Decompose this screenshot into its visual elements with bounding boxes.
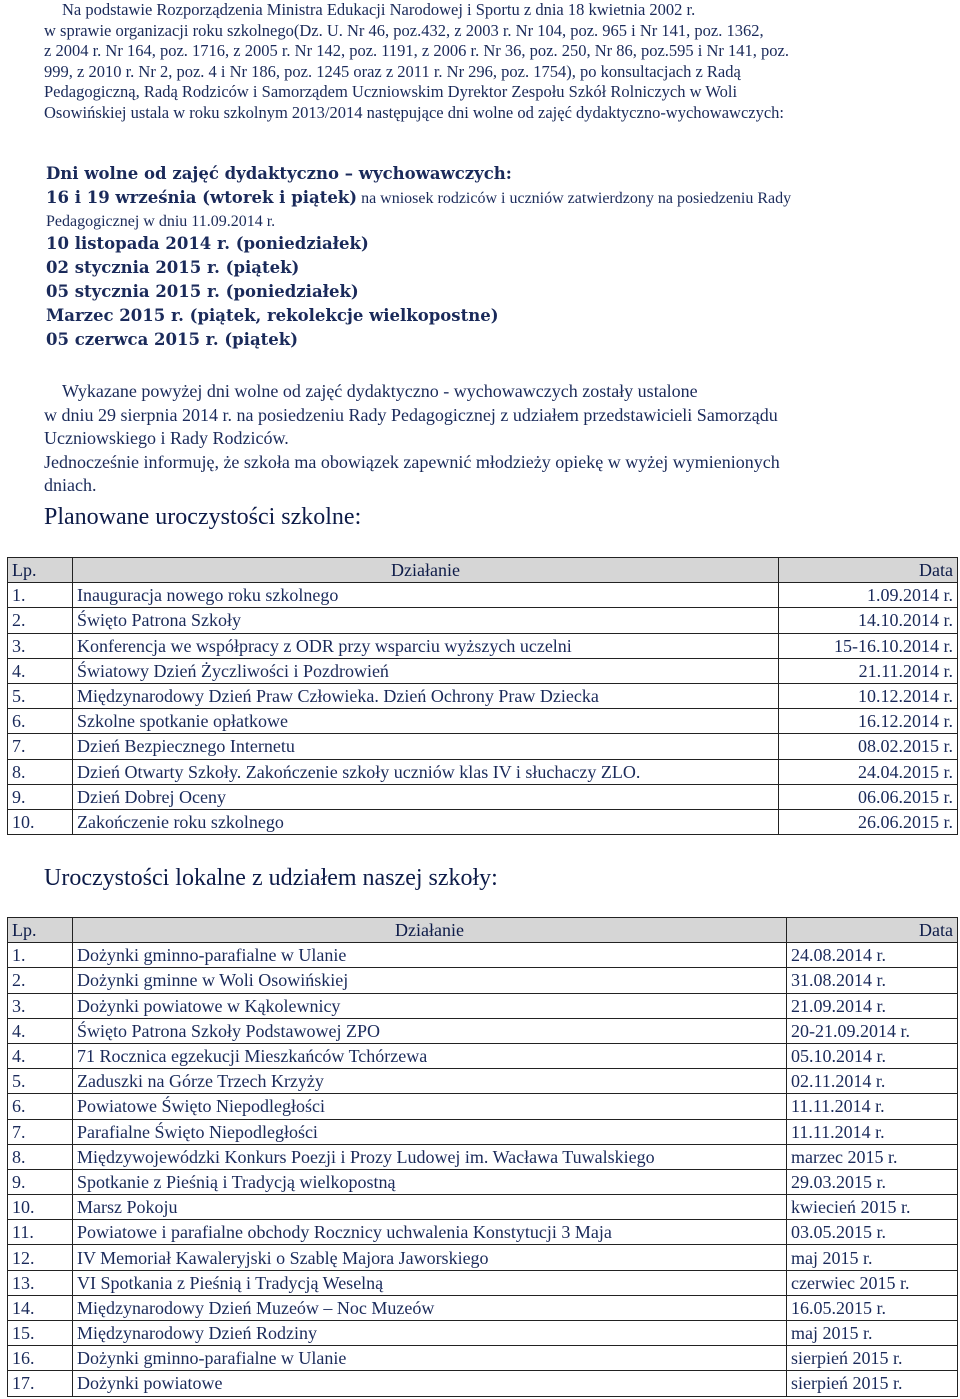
cell-lp: 12. <box>8 1245 73 1270</box>
cell-date: 02.11.2014 r. <box>787 1069 958 1094</box>
table-row <box>8 658 958 683</box>
cell-date: 21.09.2014 r. <box>787 993 958 1018</box>
cell-lp: 8. <box>8 1144 73 1169</box>
cell-action: Dożynki gminno-parafialne w Ulanie <box>73 943 787 968</box>
table-row <box>8 993 958 1018</box>
cell-lp: 16. <box>8 1346 73 1371</box>
day-off-item: 05 czerwca 2015 r. (piątek) <box>46 330 298 349</box>
cell-date: 21.11.2014 r. <box>779 658 958 683</box>
table-row <box>8 709 958 734</box>
cell-lp: 10. <box>8 809 73 834</box>
cell-lp: 9. <box>8 1169 73 1194</box>
cell-lp: 9. <box>8 784 73 809</box>
cell-date: 10.12.2014 r. <box>779 683 958 708</box>
cell-action: Międzywojewódzki Konkurs Poezji i Prozy Ludowej im. Wacława Tuwalskiego <box>73 1144 787 1169</box>
closing-line: w dniu 29 sierpnia 2014 r. na posiedzeniu Rady Pedagogicznej z udziałem przedstawicieli Samorządu <box>44 404 778 425</box>
table-row <box>8 1371 958 1396</box>
cell-lp: 1. <box>8 583 73 608</box>
days-off-heading: Dni wolne od zajęć dydaktyczno – wychowawczych: <box>46 164 512 183</box>
cell-action: Święto Patrona Szkoły Podstawowej ZPO <box>73 1018 787 1043</box>
closing-paragraph <box>44 380 924 498</box>
table-row <box>8 1270 958 1295</box>
cell-lp: 15. <box>8 1321 73 1346</box>
table-row <box>8 583 958 608</box>
intro-line: Na podstawie Rozporządzenia Ministra Edukacji Narodowej i Sportu z dnia 18 kwietnia 2002 r. <box>62 0 696 19</box>
table-row <box>8 1094 958 1119</box>
cell-action: Parafialne Święto Niepodległości <box>73 1119 787 1144</box>
header-date: Data <box>787 918 958 943</box>
table-row <box>8 809 958 834</box>
cell-action: Dzień Otwarty Szkoły. Zakończenie szkoły uczniów klas IV i słuchaczy ZLO. <box>73 759 779 784</box>
day-off-note: na wniosek rodziców i uczniów zatwierdzony na posiedzeniu Rady <box>357 190 792 207</box>
cell-lp: 11. <box>8 1220 73 1245</box>
intro-line: 999, z 2010 r. Nr 2, poz. 4 i Nr 186, poz. 1245 oraz z 2011 r. Nr 296, poz. 1754), po konsultacjach z Radą <box>44 61 741 81</box>
table-row <box>8 1119 958 1144</box>
cell-date: maj 2015 r. <box>787 1245 958 1270</box>
header-date: Data <box>779 558 958 583</box>
header-action: Działanie <box>73 918 787 943</box>
cell-date: maj 2015 r. <box>787 1321 958 1346</box>
cell-lp: 4. <box>8 1043 73 1068</box>
table-header-row <box>8 558 958 583</box>
cell-action: Światowy Dzień Życzliwości i Pozdrowień <box>73 658 779 683</box>
cell-lp: 8. <box>8 759 73 784</box>
table-row <box>8 734 958 759</box>
cell-lp: 2. <box>8 608 73 633</box>
table-row <box>8 1295 958 1320</box>
cell-action: Święto Patrona Szkoły <box>73 608 779 633</box>
cell-date: 15-16.10.2014 r. <box>779 633 958 658</box>
cell-lp: 14. <box>8 1295 73 1320</box>
cell-date: 11.11.2014 r. <box>787 1094 958 1119</box>
table-row <box>8 759 958 784</box>
cell-action: Dzień Dobrej Oceny <box>73 784 779 809</box>
cell-lp: 3. <box>8 993 73 1018</box>
table-row <box>8 1195 958 1220</box>
cell-date: marzec 2015 r. <box>787 1144 958 1169</box>
header-lp: Lp. <box>8 918 73 943</box>
cell-action: Spotkanie z Pieśnią i Tradycją wielkopostną <box>73 1169 787 1194</box>
cell-date: 14.10.2014 r. <box>779 608 958 633</box>
cell-action: Konferencja we współpracy z ODR przy wsparciu wyższych uczelni <box>73 633 779 658</box>
table-row <box>8 784 958 809</box>
day-off-item: 02 stycznia 2015 r. (piątek) <box>46 258 300 277</box>
cell-lp: 5. <box>8 683 73 708</box>
intro-line: Pedagogiczną, Radą Rodziców i Samorządem Uczniowskim Dyrektor Zespołu Szkół Rolniczych w Woli <box>44 82 738 101</box>
cell-lp: 3. <box>8 633 73 658</box>
table-row <box>8 608 958 633</box>
table-row <box>8 1169 958 1194</box>
day-off-item: Marzec 2015 r. (piątek, rekolekcje wielkopostne) <box>46 306 499 325</box>
cell-date: 1.09.2014 r. <box>779 583 958 608</box>
closing-line: dniach. <box>44 475 97 495</box>
table-row <box>8 1245 958 1270</box>
cell-lp: 2. <box>8 968 73 993</box>
day-off-item: 10 listopada 2014 r. (poniedziałek) <box>46 234 369 253</box>
table-row <box>8 683 958 708</box>
cell-action: Powiatowe i parafialne obchody Rocznicy uchwalenia Konstytucji 3 Maja <box>73 1220 787 1245</box>
cell-action: Szkolne spotkanie opłatkowe <box>73 709 779 734</box>
table-header-row <box>8 918 958 943</box>
cell-action: Zaduszki na Górze Trzech Krzyży <box>73 1069 787 1094</box>
school-events-table <box>7 557 958 835</box>
cell-date: 03.05.2015 r. <box>787 1220 958 1245</box>
cell-action: Międzynarodowy Dzień Rodziny <box>73 1321 787 1346</box>
cell-date: sierpień 2015 r. <box>787 1346 958 1371</box>
section-title-local-events: Uroczystości lokalne z udziałem naszej szkoły: <box>44 865 498 891</box>
cell-action: IV Memoriał Kawaleryjski o Szablę Majora Jaworskiego <box>73 1245 787 1270</box>
cell-lp: 7. <box>8 1119 73 1144</box>
intro-line: z 2004 r. Nr 164, poz. 1716, z 2005 r. Nr 142, poz. 1191, z 2006 r. Nr 36, poz. 250, Nr 86, poz.595 i Nr 141, poz. <box>44 41 789 60</box>
cell-date: 05.10.2014 r. <box>787 1043 958 1068</box>
cell-date: 08.02.2015 r. <box>779 734 958 759</box>
cell-lp: 7. <box>8 734 73 759</box>
table-row <box>8 1346 958 1371</box>
cell-lp: 4. <box>8 1018 73 1043</box>
cell-action: Międzynarodowy Dzień Muzeów – Noc Muzeów <box>73 1295 787 1320</box>
cell-action: Inauguracja nowego roku szkolnego <box>73 583 779 608</box>
table-row <box>8 968 958 993</box>
local-events-table <box>7 917 958 1397</box>
cell-action: Dożynki gminno-parafialne w Ulanie <box>73 1346 787 1371</box>
cell-action: 71 Rocznica egzekucji Mieszkańców Tchórzewa <box>73 1043 787 1068</box>
table-row <box>8 1321 958 1346</box>
closing-line: Uczniowskiego i Rady Rodziców. <box>44 428 289 448</box>
cell-lp: 13. <box>8 1270 73 1295</box>
cell-date: kwiecień 2015 r. <box>787 1195 958 1220</box>
table-row <box>8 1018 958 1043</box>
cell-date: 20-21.09.2014 r. <box>787 1018 958 1043</box>
table-row <box>8 1069 958 1094</box>
intro-line: Osowińskiej ustala w roku szkolnym 2013/2014 następujące dni wolne od zajęć dydaktyczno-wychowawczych: <box>44 102 785 122</box>
cell-date: 24.04.2015 r. <box>779 759 958 784</box>
cell-date: 29.03.2015 r. <box>787 1169 958 1194</box>
closing-line: Jednocześnie informuję, że szkoła ma obowiązek zapewnić młodzieży opiekę w wyżej wymienionych <box>44 451 780 472</box>
cell-action: Dożynki powiatowe <box>73 1371 787 1396</box>
cell-lp: 6. <box>8 709 73 734</box>
day-off-item: 05 stycznia 2015 r. (poniedziałek) <box>46 282 359 301</box>
cell-action: Marsz Pokoju <box>73 1195 787 1220</box>
header-action: Działanie <box>73 558 779 583</box>
cell-action: Powiatowe Święto Niepodległości <box>73 1094 787 1119</box>
cell-date: sierpień 2015 r. <box>787 1371 958 1396</box>
table-row <box>8 1144 958 1169</box>
table-row <box>8 1043 958 1068</box>
days-off-list <box>46 162 916 352</box>
cell-lp: 6. <box>8 1094 73 1119</box>
cell-date: czerwiec 2015 r. <box>787 1270 958 1295</box>
cell-date: 26.06.2015 r. <box>779 809 958 834</box>
cell-action: Międzynarodowy Dzień Praw Człowieka. Dzień Ochrony Praw Dziecka <box>73 683 779 708</box>
cell-lp: 5. <box>8 1069 73 1094</box>
closing-line: Wykazane powyżej dni wolne od zajęć dydaktyczno - wychowawczych zostały ustalone <box>62 381 698 401</box>
cell-date: 06.06.2015 r. <box>779 784 958 809</box>
cell-date: 24.08.2014 r. <box>787 943 958 968</box>
table-row <box>8 633 958 658</box>
cell-date: 11.11.2014 r. <box>787 1119 958 1144</box>
intro-line: w sprawie organizacji roku szkolnego(Dz. U. Nr 46, poz.432, z 2003 r. Nr 104, poz. 965 i Nr 141, poz. 1362, <box>44 20 764 40</box>
day-off-item: 16 i 19 września (wtorek i piątek) <box>46 188 358 207</box>
intro-paragraph <box>44 0 920 123</box>
cell-date: 16.05.2015 r. <box>787 1295 958 1320</box>
cell-action: Zakończenie roku szkolnego <box>73 809 779 834</box>
cell-action: Dożynki powiatowe w Kąkolewnicy <box>73 993 787 1018</box>
table-row <box>8 1220 958 1245</box>
cell-lp: 10. <box>8 1195 73 1220</box>
cell-lp: 4. <box>8 658 73 683</box>
cell-action: Dożynki gminne w Woli Osowińskiej <box>73 968 787 993</box>
cell-lp: 17. <box>8 1371 73 1396</box>
day-off-note: Pedagogicznej w dniu 11.09.2014 r. <box>46 213 276 230</box>
cell-lp: 1. <box>8 943 73 968</box>
cell-date: 31.08.2014 r. <box>787 968 958 993</box>
header-lp: Lp. <box>8 558 73 583</box>
section-title-school-events: Planowane uroczystości szkolne: <box>44 504 362 530</box>
cell-action: VI Spotkania z Pieśnią i Tradycją Weselną <box>73 1270 787 1295</box>
cell-action: Dzień Bezpiecznego Internetu <box>73 734 779 759</box>
table-row <box>8 943 958 968</box>
cell-date: 16.12.2014 r. <box>779 709 958 734</box>
